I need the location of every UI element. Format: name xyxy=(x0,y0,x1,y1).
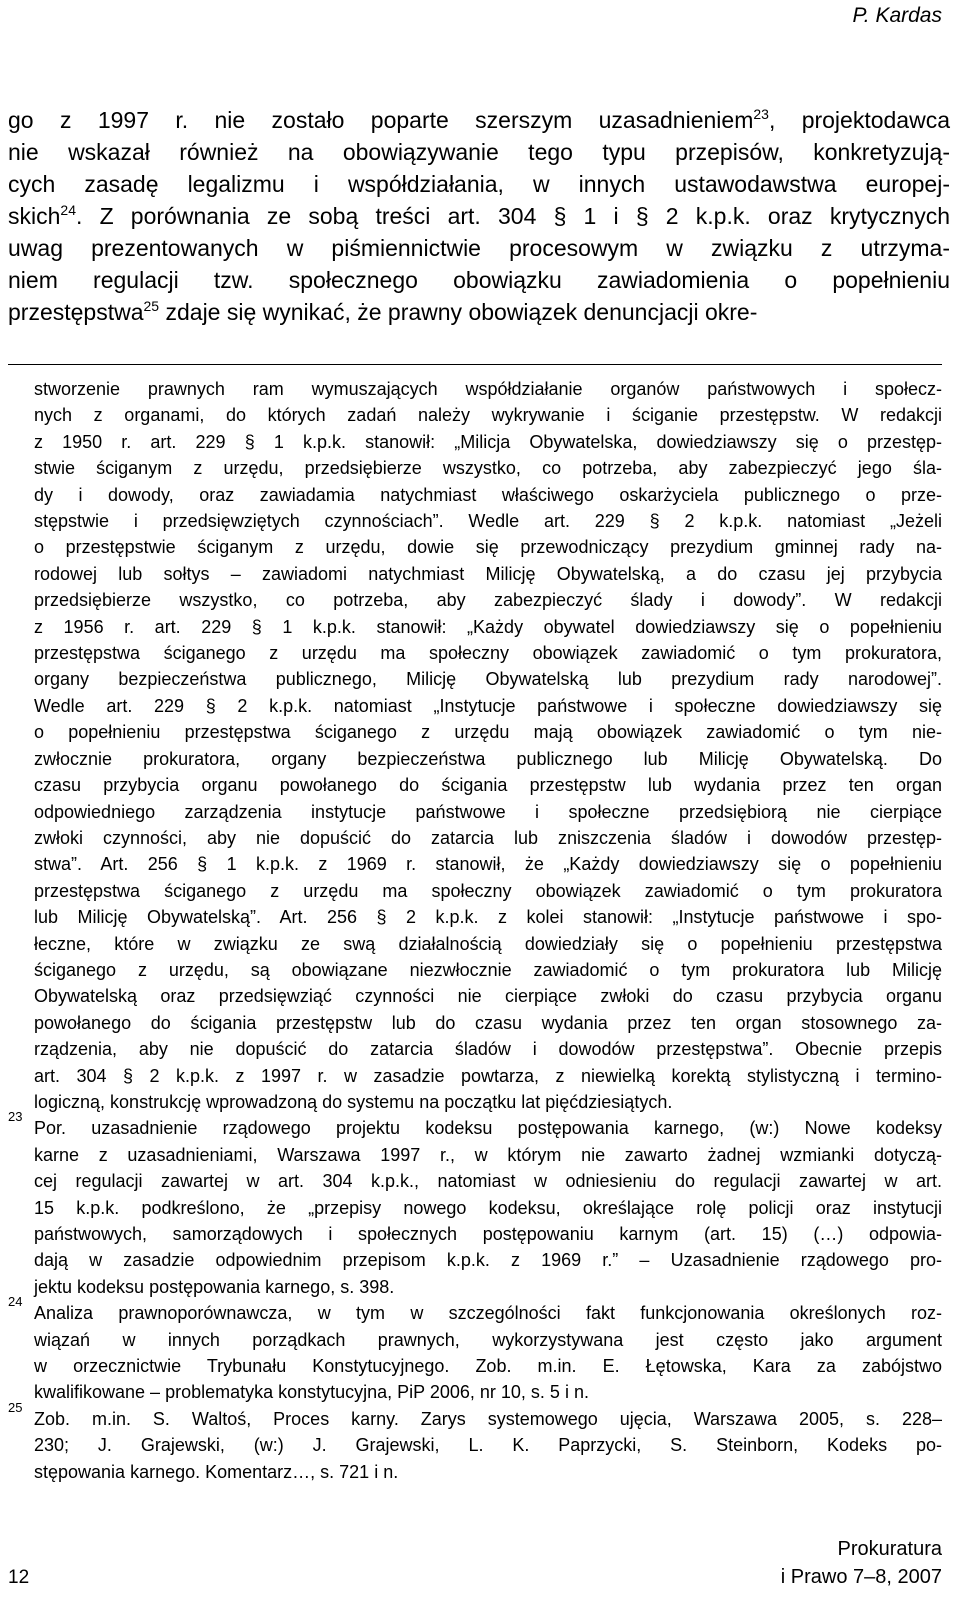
footnote-line: art. 304 § 2 k.p.k. z 1997 r. w zasadzie powtarza, z niewielką korektą stylistyczną i termino- xyxy=(34,1065,942,1086)
journal-footer xyxy=(781,1535,942,1591)
journal-title: Prokuratura xyxy=(837,1538,942,1560)
footnote-line: zwłocznie prokuratora, organy bezpieczeństwa publicznego lub Milicję Obywatelską. Do xyxy=(34,748,942,769)
footnote-line: przestępstwa ściganego z urzędu ma społeczny obowiązek zawiadomić o tym prokuratora, xyxy=(34,643,942,664)
main-text-line: skich$^{24}$. Z porównania ze sobą treści art. 304 § 1 i § 2 k.p.k. oraz krytycznych xyxy=(8,202,950,229)
footnote-line: kwalifikowane – problematyka konstytucyjna, PiP 2006, nr 10, s. 5 i n. xyxy=(34,1382,589,1403)
main-text-line: przestępstwa$^{25}$ zdaje się wynikać, że prawny obowiązek denuncjacji okre- xyxy=(8,298,758,325)
journal-issue: i Prawo 7–8, 2007 xyxy=(780,1566,942,1588)
footnote-line: 230; J. Grajewski, (w:) J. Grajewski, L. K. Paprzycki, S. Steinborn, Kodeks po- xyxy=(34,1435,942,1456)
footnote-line: czasu przybycia organu powołanego do ścigania przestępstw lub wydania przez ten organ xyxy=(34,775,942,796)
footnote-line: rządzenia, aby nie dopuścić do zatarcia śladów i dowodów przestępstwa”. Obecnie przepis xyxy=(34,1039,942,1060)
footnote-line: organy bezpieczeństwa publicznego, Milicję Obywatelską lub prezydium rady narodowej”. xyxy=(34,669,942,690)
footnote-reference[interactable]: 24 xyxy=(60,202,76,218)
main-text-line: niem regulacji tzw. społecznego obowiązku zawiadomienia o popełnieniu xyxy=(8,267,950,293)
footnote-line: dy i dowody, oraz zawiadamia natychmiast właściwego oskarżyciela publicznego o prze- xyxy=(34,484,942,505)
footnote-separator xyxy=(8,364,942,365)
footnote-line: 25 Zob. m.in. S. Waltoś, Proces karny. Zarys systemowego ujęcia, Warszawa 2005, s. 228– xyxy=(8,1399,942,1429)
footnote-line: 24 Analiza prawnoporównawcza, w tym w szczególności fakt funkcjonowania określonych roz- xyxy=(8,1294,942,1324)
footnote-line: państwowych, samorządowych i społecznych postępowaniu karnym (art. 15) (…) odpowia- xyxy=(34,1224,942,1244)
footnote-line: rodowej lub sołtys – zawiadomi natychmiast Milicję Obywatelską, a do czasu jej przybycia xyxy=(34,563,942,584)
footnote-line: nych z organami, do których zadań należy wykrywanie i ściganie przestępstw. W redakcji xyxy=(34,405,942,426)
footnote-line: dają w zasadzie odpowiednim przepisom k.p.k. z 1969 r.” – Uzasadnienie rządowego pro- xyxy=(34,1250,942,1271)
footnote-line: ściganego z urzędu, są obowiązane niezwłocznie zawiadomić o tym prokuratora lub Milicję xyxy=(34,959,942,980)
footnote-line: z 1950 r. art. 229 § 1 k.p.k. stanowił: „Milicja Obywatelska, dowiedziawszy się o przestęp- xyxy=(34,431,942,452)
main-text-line: uwag prezentowanych w piśmiennictwie procesowym w związku z utrzyma- xyxy=(8,235,950,261)
footnote-line: Wedle art. 229 § 2 k.p.k. natomiast „Instytucje państwowe i społeczne dowiedziawszy się xyxy=(34,695,942,716)
footnote-line: cej regulacji zawartej w art. 304 k.p.k., natomiast w odniesieniu do regulacji zawartej w art. xyxy=(34,1171,942,1192)
footnote-line: z 1956 r. art. 229 § 1 k.p.k. stanowił: „Każdy obywatel dowiedziawszy się o popełnieniu xyxy=(34,616,942,637)
footnote-line: karne z uzasadnieniami, Warszawa 1997 r., w którym nie zawarto żadnej wzmianki dotyczą- xyxy=(34,1144,942,1165)
footnote-line: stępstwie i przedsięwziętych czynnościach”. Wedle art. 229 § 2 k.p.k. natomiast „Jeżeli xyxy=(34,511,942,532)
footnote-number: 25 xyxy=(8,1399,23,1415)
running-head-author: P. Kardas xyxy=(852,4,942,27)
footnote-line: w orzecznictwie Trybunału Konstytucyjnego. Zob. m.in. E. Łętowska, Kara za zabójstwo xyxy=(34,1356,942,1377)
footnote-line: wiązań w innych porządkach prawnych, wykorzystywana jest często jako argument xyxy=(34,1329,942,1350)
footnote-line: Obywatelską oraz przedsięwziąć czynności nie cierpiące zwłoki do czasu przybycia organu xyxy=(34,986,942,1007)
page-number: 12 xyxy=(8,1567,30,1588)
main-text-line: cych zasadę legalizmu i współdziałania, w innych ustawodawstwa europej- xyxy=(8,171,950,197)
footnote-line: zwłoki czynności, aby nie dopuścić do zatarcia lub zniszczenia śladów i dowodów przestęp- xyxy=(34,827,942,848)
main-text-line: nie wskazał również na obowiązywanie tego typu przepisów, konkretyzują- xyxy=(8,139,950,165)
main-text-block xyxy=(8,104,950,328)
main-text-line: go z 1997 r. nie zostało poparte szerszym uzasadnieniem$^{23}$, projektodawca xyxy=(8,106,951,133)
footnote-line: lub Milicję Obywatelską”. Art. 256 § 2 k.p.k. z kolei stanowił: „Instytucje państwowe i spo- xyxy=(34,907,942,928)
footnote-line: jektu kodeksu postępowania karnego, s. 398. xyxy=(34,1276,395,1297)
footnote-reference[interactable]: 23 xyxy=(753,106,769,122)
footnote-line: odpowiedniego zarządzenia instytucje państwowe i społeczne przedsiębiorą nie cierpiące xyxy=(34,801,942,822)
footnote-line: stwie ściganym z urzędu, przedsiębierze wszystko, co potrzeba, aby zabezpieczyć jego śla- xyxy=(34,458,942,479)
footnote-line: stępowania karnego. Komentarz…, s. 721 i n. xyxy=(34,1461,399,1482)
footnotes-block xyxy=(8,376,942,1485)
footnote-line: przedsiębierze wszystko, co potrzeba, aby zabezpieczyć ślady i dowody”. W redakcji xyxy=(34,590,942,611)
footnote-line: logiczną, konstrukcję wprowadzoną do systemu na początku lat pięćdziesiątych. xyxy=(34,1091,673,1112)
footnote-line: łeczne, które w związku ze swą działalnością dowiedziały się o popełnieniu przestępstwa xyxy=(34,933,942,954)
footnote-line: 23 Por. uzasadnienie rządowego projektu kodeksu postępowania karnego, (w:) Nowe kodeksy xyxy=(8,1109,942,1139)
footnote-line: o popełnieniu przestępstwa ściganego z urzędu mają obowiązek zawiadomić o tym nie- xyxy=(34,722,942,743)
footnote-line: stworzenie prawnych ram wymuszających współdziałanie organów państwowych i społecz- xyxy=(34,379,942,399)
footnote-reference[interactable]: 25 xyxy=(143,298,160,314)
footnote-number: 23 xyxy=(8,1109,23,1125)
footnote-number: 24 xyxy=(8,1294,23,1310)
footnote-line: o przestępstwie ściganym z urzędu, dowie się przewodniczący prezydium gminnej rady na- xyxy=(34,537,942,558)
footnote-line: 15 k.p.k. podkreślono, że „przepisy nowego kodeksu, określające rolę policji oraz instytucji xyxy=(34,1197,942,1218)
footnote-line: powołanego do ścigania przestępstw lub do czasu wydania przez ten organ stosownego za- xyxy=(34,1012,942,1033)
footnote-line: stwa”. Art. 256 § 1 k.p.k. z 1969 r. stanowił, że „Każdy dowiedziawszy się o popełnieniu xyxy=(34,854,942,875)
footnote-line: przestępstwa ściganego z urzędu ma społeczny obowiązek zawiadomić o tym prokuratora xyxy=(34,880,942,901)
